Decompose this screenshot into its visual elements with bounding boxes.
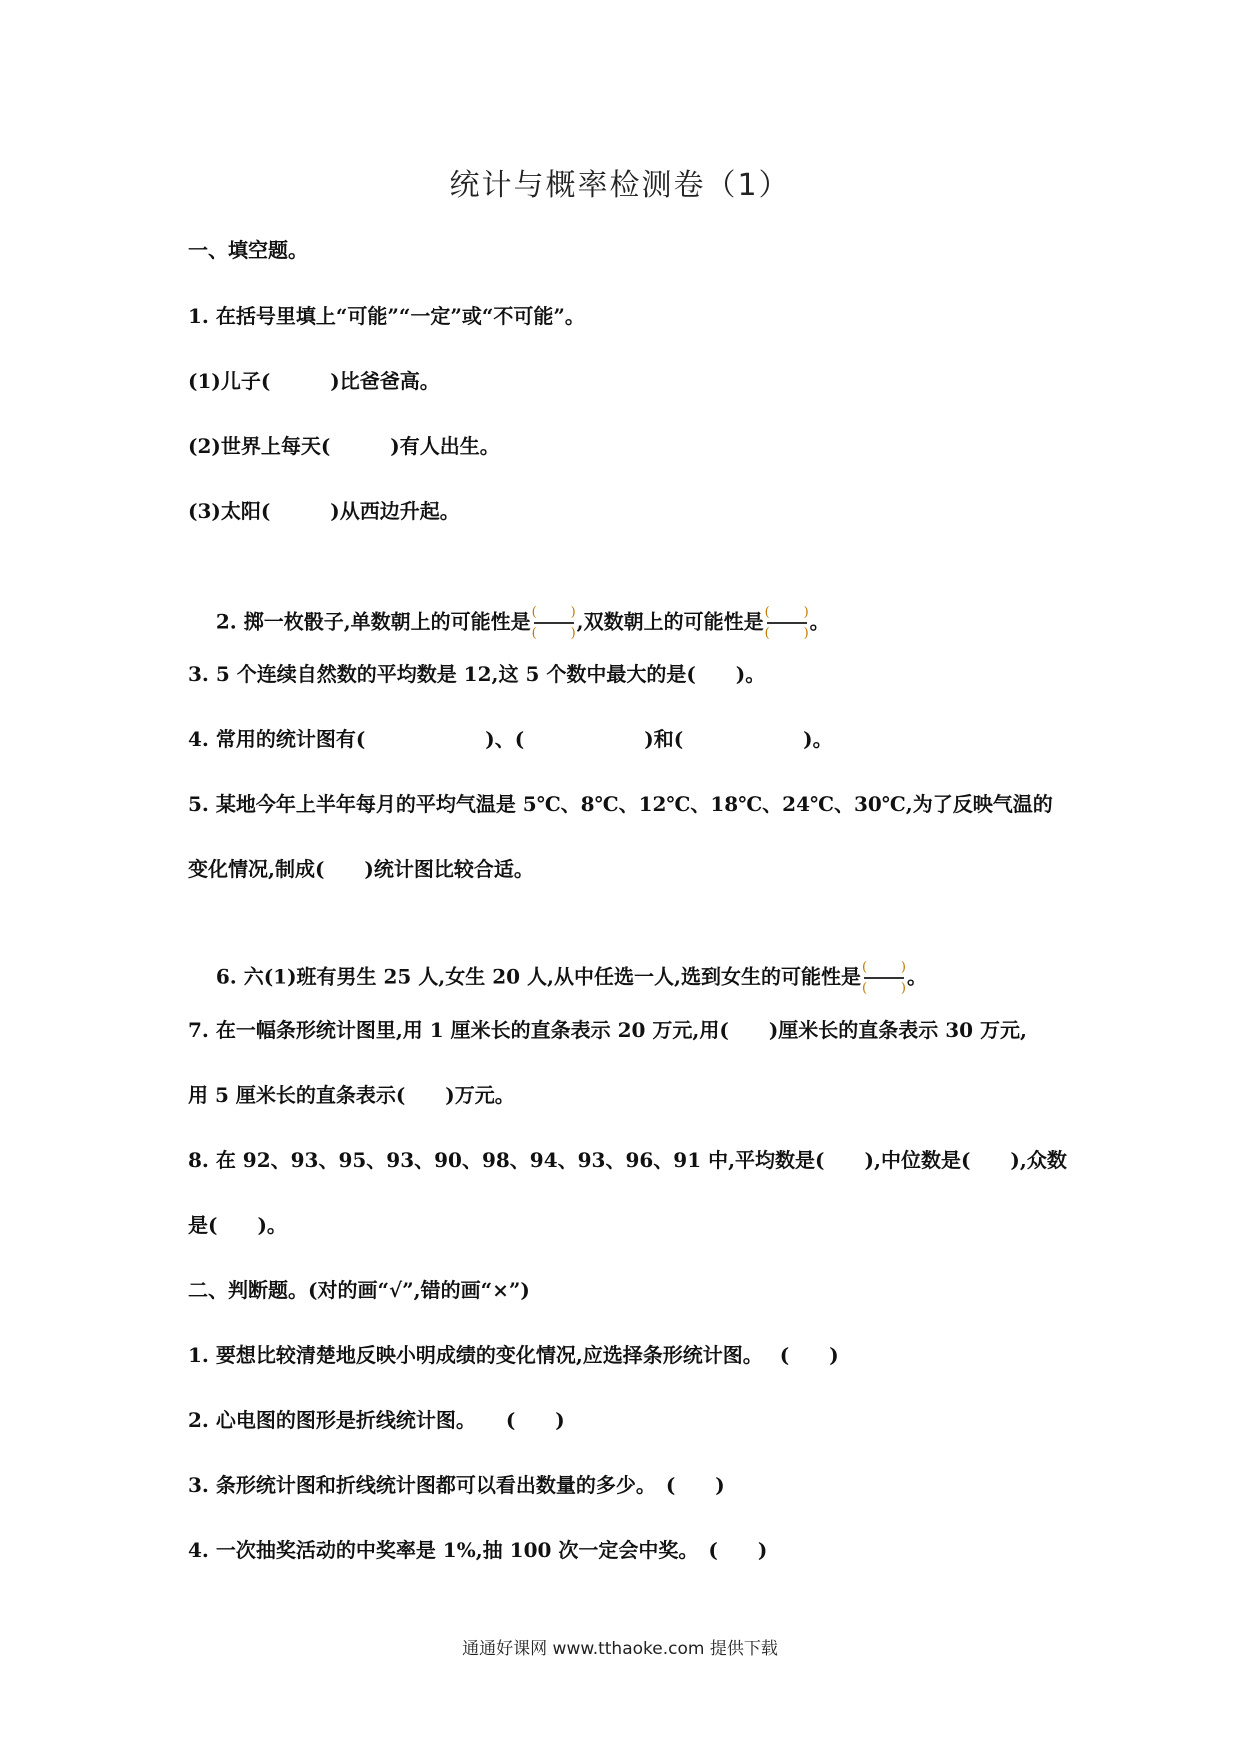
question-2-part-a: 2. 掷一枚骰子,单数朝上的可能性是: [215, 609, 531, 634]
question-8-line-1: 8. 在 92、93、95、93、90、98、94、93、96、91 中,平均数是( ),中位数是( ),众数: [188, 1148, 1067, 1172]
question-8-line-2: 是( )。: [188, 1213, 287, 1237]
fraction-blank: ( ) ( ): [861, 960, 906, 996]
question-4: 4. 常用的统计图有( )、( )和( )。: [188, 727, 833, 751]
question-6: [188, 932, 927, 1024]
question-3: 3. 5 个连续自然数的平均数是 12,这 5 个数中最大的是( )。: [188, 662, 766, 686]
section2-heading: 二、判断题。(对的画“√”,错的画“×”): [188, 1278, 530, 1302]
question-1-1: (1)儿子( )比爸爸高。: [188, 369, 440, 393]
question-6-part-a: 6. 六(1)班有男生 25 人,女生 20 人,从中任选一人,选到女生的可能性是: [215, 964, 861, 989]
question-7-line-1: 7. 在一幅条形统计图里,用 1 厘米长的直条表示 20 万元,用( )厘米长的直条表示 30 万元,: [188, 1018, 1028, 1042]
question-7-line-2: 用 5 厘米长的直条表示( )万元。: [188, 1083, 515, 1107]
question-5-line-1: 5. 某地今年上半年每月的平均气温是 5℃、8℃、12℃、18℃、24℃、30℃,为了反映气温的: [188, 792, 1053, 816]
question-1-2: (2)世界上每天( )有人出生。: [188, 434, 500, 458]
footer-source: 通通好课网 www.tthaoke.com 提供下载: [462, 1639, 778, 1659]
question-2-part-b: ,双数朝上的可能性是: [576, 609, 764, 634]
fraction-blank: ( ) ( ): [764, 605, 809, 641]
fraction-blank: ( ) ( ): [531, 605, 576, 641]
question-2-part-c: 。: [809, 609, 830, 634]
question-1: 1. 在括号里填上“可能”“一定”或“不可能”。: [188, 304, 585, 328]
page-title: 统计与概率检测卷（1）: [449, 168, 791, 203]
judgment-1: 1. 要想比较清楚地反映小明成绩的变化情况,应选择条形统计图。 ( ): [188, 1343, 839, 1367]
section1-heading: 一、填空题。: [188, 238, 308, 262]
question-5-line-2: 变化情况,制成( )统计图比较合适。: [188, 857, 534, 881]
judgment-3: 3. 条形统计图和折线统计图都可以看出数量的多少。 ( ): [188, 1473, 725, 1497]
judgment-4: 4. 一次抽奖活动的中奖率是 1%,抽 100 次一定会中奖。 ( ): [188, 1538, 768, 1562]
question-2: [188, 577, 830, 669]
question-6-part-b: 。: [906, 964, 927, 989]
judgment-2: 2. 心电图的图形是折线统计图。 ( ): [188, 1408, 565, 1432]
question-1-3: (3)太阳( )从西边升起。: [188, 499, 460, 523]
